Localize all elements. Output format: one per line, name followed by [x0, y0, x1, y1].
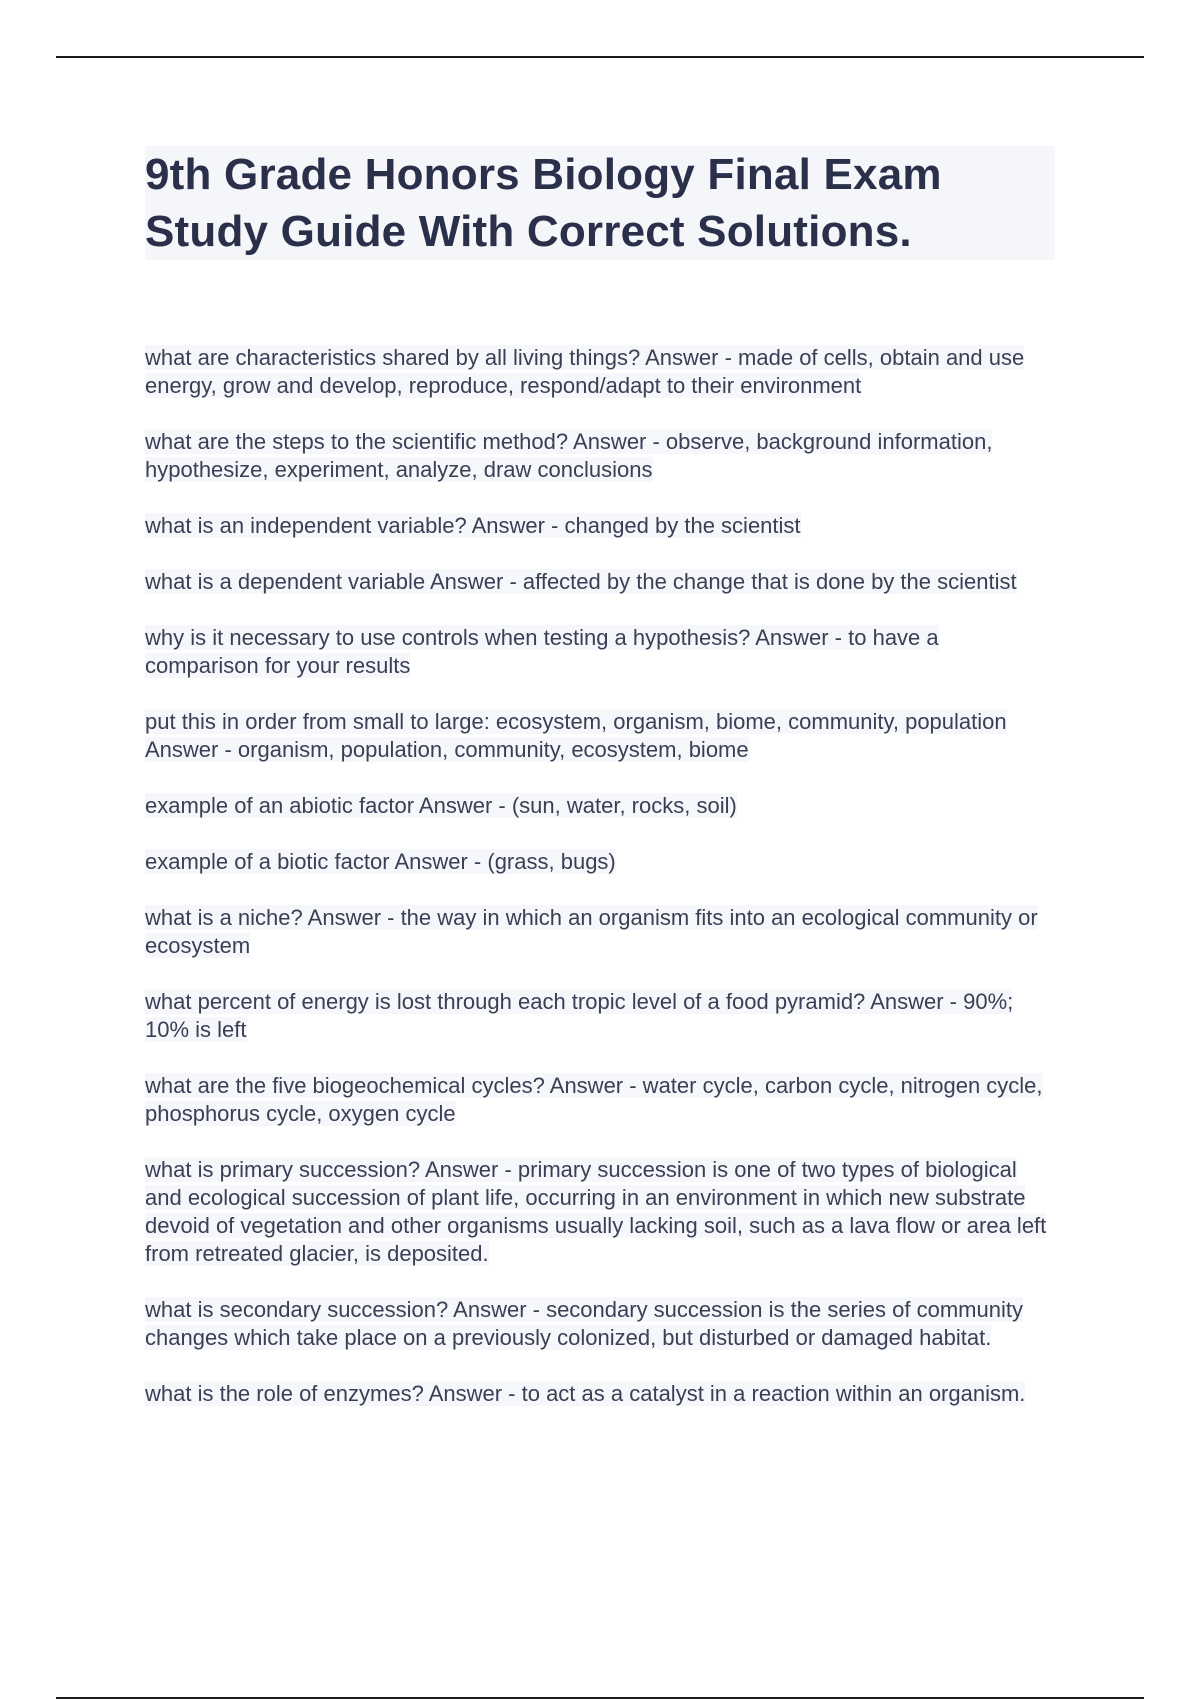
- qa-text: what percent of energy is lost through each tropic level of a food pyramid? Answer - 90%; 10% is left: [145, 989, 1014, 1042]
- qa-text: what is the role of enzymes? Answer - to act as a catalyst in a reaction within an organism.: [145, 1381, 1026, 1406]
- question-answer-list: [145, 344, 1055, 1408]
- qa-item: [145, 512, 1055, 540]
- qa-item: [145, 1072, 1055, 1128]
- qa-item: [145, 1296, 1055, 1352]
- document-body: [145, 146, 1055, 1436]
- qa-item: [145, 344, 1055, 400]
- qa-item: [145, 792, 1055, 820]
- qa-text: what is a dependent variable Answer - affected by the change that is done by the scientist: [145, 569, 1017, 594]
- top-divider: [56, 56, 1144, 58]
- qa-text: example of a biotic factor Answer - (grass, bugs): [145, 849, 616, 874]
- title-line-2: Study Guide With Correct Solutions.: [145, 207, 912, 256]
- qa-text: what are the steps to the scientific method? Answer - observe, background information, hypothesize, experiment, analyze, draw conclusions: [145, 429, 993, 482]
- qa-text: what is a niche? Answer - the way in which an organism fits into an ecological community or ecosystem: [145, 905, 1038, 958]
- qa-text: example of an abiotic factor Answer - (sun, water, rocks, soil): [145, 793, 737, 818]
- qa-text: what are the five biogeochemical cycles? Answer - water cycle, carbon cycle, nitrogen cycle, phosphorus cycle, oxygen cycle: [145, 1073, 1043, 1126]
- qa-item: [145, 904, 1055, 960]
- qa-text: why is it necessary to use controls when testing a hypothesis? Answer - to have a comparison for your results: [145, 625, 939, 678]
- bottom-divider: [56, 1697, 1144, 1699]
- qa-item: [145, 568, 1055, 596]
- document-title: [145, 146, 1055, 260]
- title-line-1: 9th Grade Honors Biology Final Exam: [145, 150, 942, 199]
- qa-text: what is secondary succession? Answer - secondary succession is the series of community changes which take place on a previously colonized, but disturbed or damaged habitat.: [145, 1297, 1023, 1350]
- qa-item: [145, 988, 1055, 1044]
- qa-item: [145, 1156, 1055, 1268]
- qa-item: [145, 848, 1055, 876]
- qa-item: [145, 1380, 1055, 1408]
- qa-item: [145, 428, 1055, 484]
- qa-item: [145, 708, 1055, 764]
- qa-text: what are characteristics shared by all living things? Answer - made of cells, obtain and use energy, grow and develop, reproduce, respond/adapt to their environment: [145, 345, 1025, 398]
- qa-text: put this in order from small to large: ecosystem, organism, biome, community, population Answer - organism, population, community, ecosystem, biome: [145, 709, 1007, 762]
- qa-item: [145, 624, 1055, 680]
- qa-text: what is an independent variable? Answer - changed by the scientist: [145, 513, 801, 538]
- qa-text: what is primary succession? Answer - primary succession is one of two types of biological and ecological succession of plant life, occurring in an environment in which new substrate devoid of vegetation and other organisms usually lacking soil, such as a lava flow or area left from retreated glacier, is deposited.: [145, 1157, 1047, 1266]
